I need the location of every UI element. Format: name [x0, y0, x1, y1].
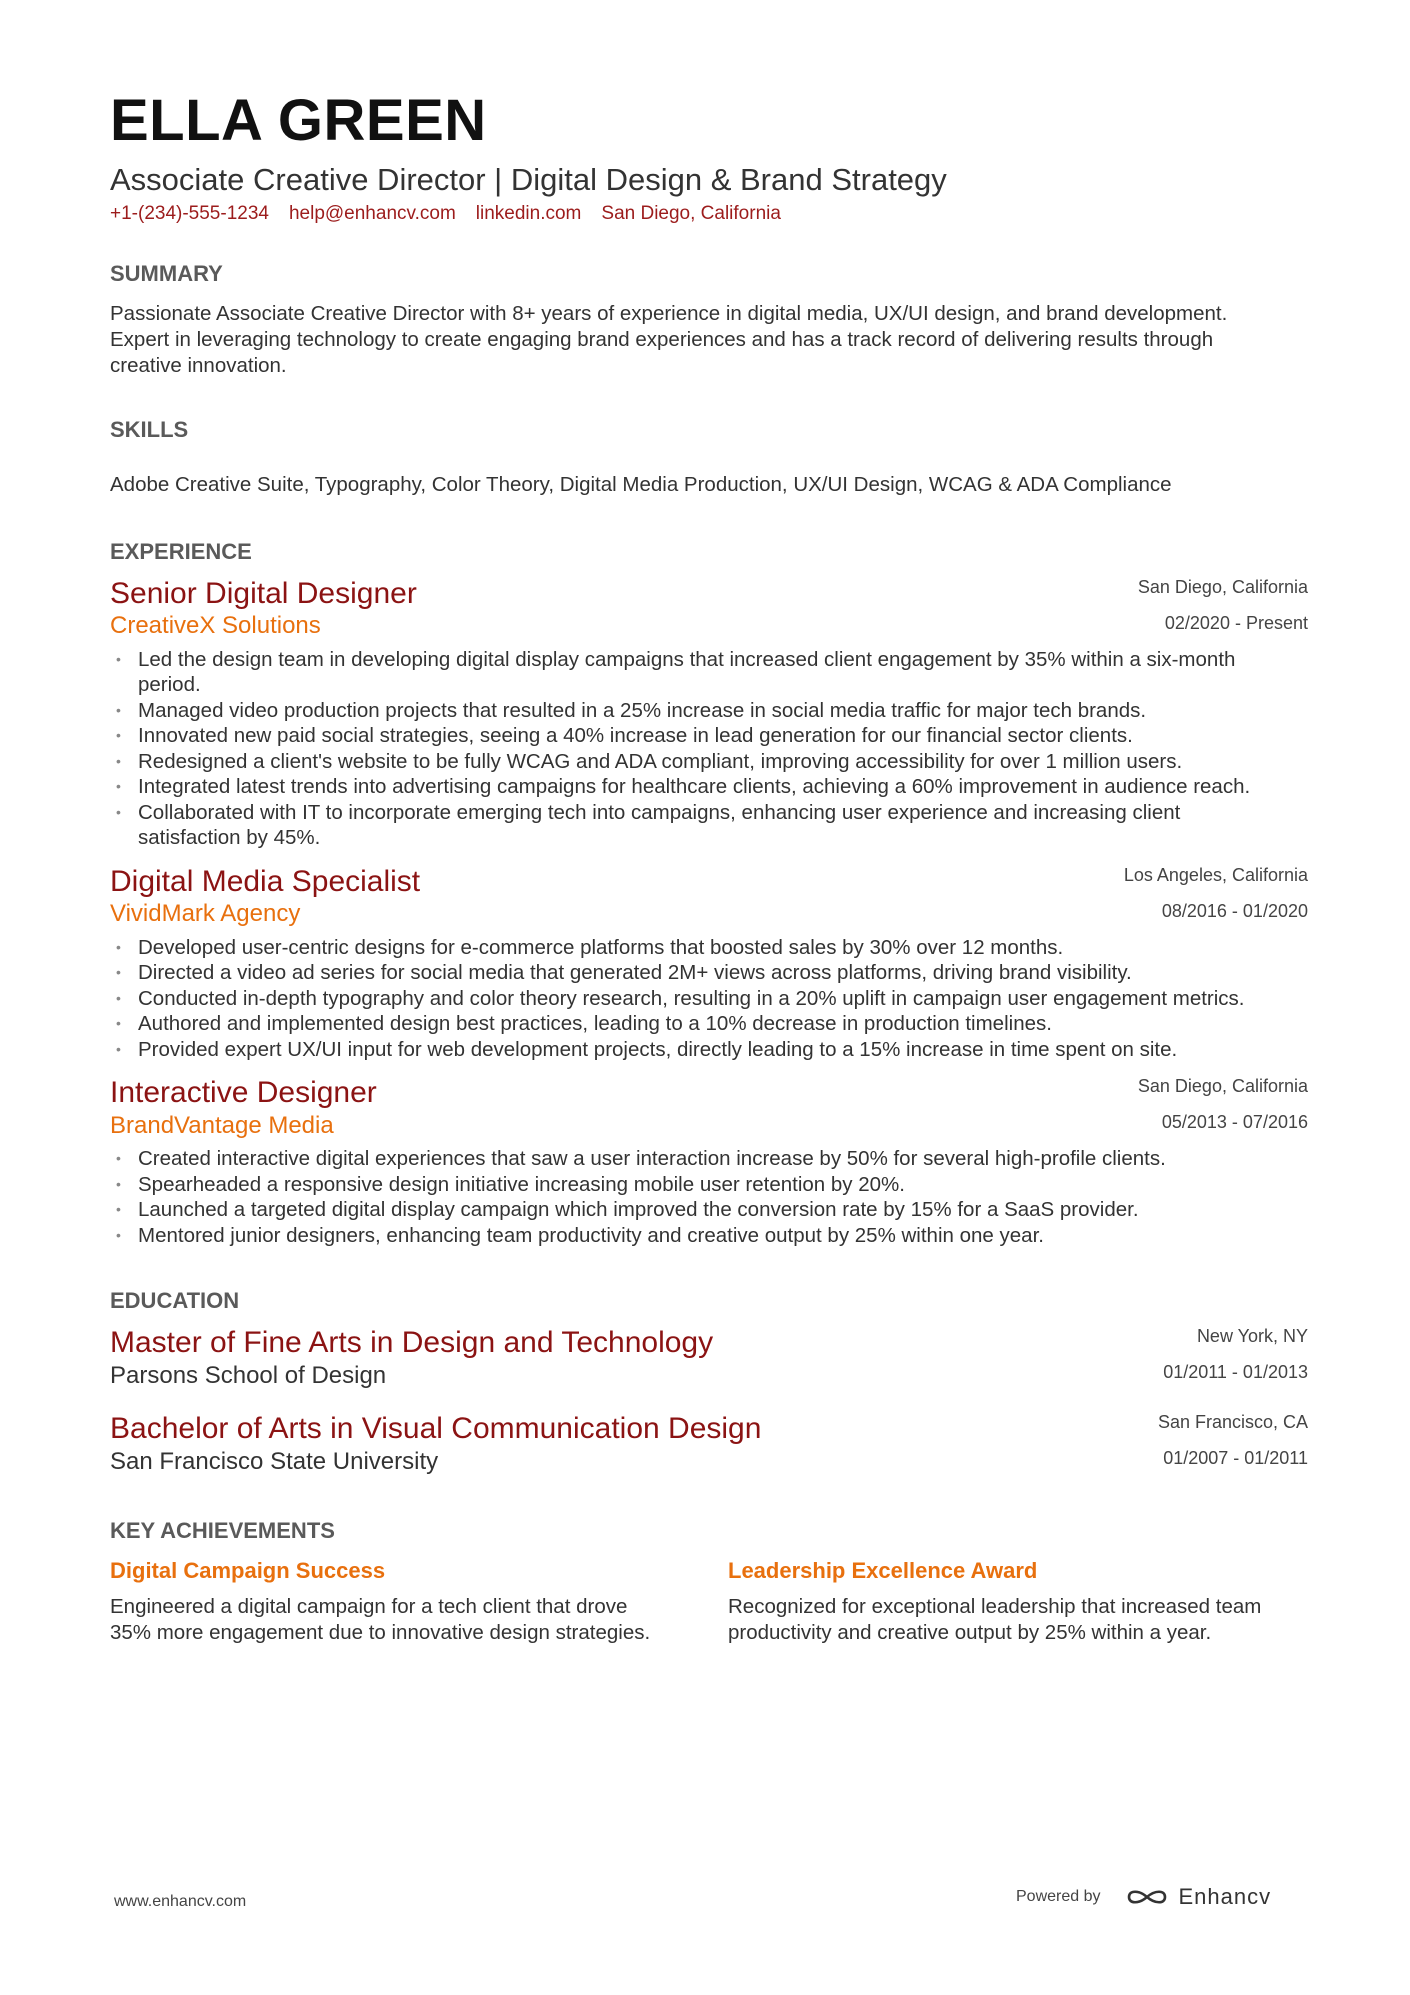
job-bullets — [110, 935, 1308, 1063]
job-entry — [110, 865, 1308, 1063]
list-item: • Integrated latest trends into advertising campaigns for healthcare clients, achieving a 60% improvement in audience reach. — [110, 774, 1268, 800]
education-entry — [110, 1326, 1308, 1390]
candidate-title: Associate Creative Director | Digital Design & Brand Strategy — [110, 162, 947, 197]
achievement-title: Digital Campaign Success — [110, 1558, 386, 1584]
job-role: Digital Media Specialist — [110, 864, 421, 898]
brand-logo[interactable] — [1125, 1884, 1272, 1910]
job-location: San Diego, California — [1137, 576, 1308, 597]
job-company: BrandVantage Media — [110, 1111, 334, 1139]
job-bullets — [110, 647, 1308, 851]
list-item: • Collaborated with IT to incorporate emerging tech into campaigns, enhancing user experience and increasing client satisfaction by 45%. — [110, 800, 1268, 851]
job-bullets — [110, 1146, 1308, 1248]
list-item: • Created interactive digital experiences that saw a user interaction increase by 50% for several high-profile clients. — [110, 1146, 1268, 1172]
job-company: VividMark Agency — [110, 900, 301, 928]
skills-text: Adobe Creative Suite, Typography, Color Theory, Digital Media Production, UX/UI Design, WCAG & ADA Compliance — [110, 472, 1172, 496]
experience-section — [110, 539, 1308, 1249]
education-location: San Francisco, CA — [1157, 1412, 1308, 1433]
degree-title: Bachelor of Arts in Visual Communication Design — [110, 1412, 762, 1446]
section-heading: EDUCATION — [110, 1288, 240, 1314]
education-location: New York, NY — [1196, 1326, 1308, 1347]
list-item: • Authored and implemented design best practices, leading to a 10% decrease in production timelines. — [110, 1011, 1268, 1037]
skills-section — [110, 417, 1308, 497]
list-item: • Directed a video ad series for social media that generated 2M+ views across platforms, driving brand visibility. — [110, 960, 1268, 986]
education-section — [110, 1288, 1308, 1476]
linkedin-link[interactable]: linkedin.com — [475, 202, 582, 224]
enhancv-logo-icon — [1125, 1885, 1169, 1909]
job-role: Senior Digital Designer — [110, 576, 417, 610]
job-dates: 02/2020 - Present — [1164, 612, 1308, 633]
section-heading: KEY ACHIEVEMENTS — [110, 1518, 335, 1544]
powered-by-text: Powered by — [1016, 1888, 1101, 1905]
section-heading: SUMMARY — [110, 260, 223, 286]
education-entry — [110, 1412, 1308, 1476]
job-location: Los Angeles, California — [1123, 864, 1308, 885]
list-item: • Innovated new paid social strategies, seeing a 40% increase in lead generation for our financial sector clients. — [110, 723, 1268, 749]
job-entry — [110, 577, 1308, 851]
job-dates: 08/2016 - 01/2020 — [1161, 900, 1308, 921]
section-heading: SKILLS — [110, 416, 189, 442]
location-text: San Diego, California — [601, 202, 781, 224]
list-item: • Provided expert UX/UI input for web development projects, directly leading to a 15% increase in time spent on site. — [110, 1037, 1268, 1063]
email-link[interactable]: help@enhancv.com — [288, 202, 456, 224]
list-item: • Conducted in-depth typography and color theory research, resulting in a 20% uplift in campaign user engagement metrics. — [110, 986, 1268, 1012]
job-entry — [110, 1076, 1308, 1248]
degree-title: Master of Fine Arts in Design and Technology — [110, 1326, 714, 1360]
list-item: • Launched a targeted digital display campaign which improved the conversion rate by 15% for a SaaS provider. — [110, 1197, 1268, 1223]
achievement-item — [728, 1558, 1294, 1646]
job-location: San Diego, California — [1137, 1076, 1308, 1097]
summary-text: Passionate Associate Creative Director with 8+ years of experience in digital media, UX/UI design, and brand development. Expert in leveraging technology to create engaging brand experiences and has a track record of delivering results through creative innovation. — [110, 301, 1228, 377]
section-heading: EXPERIENCE — [110, 538, 252, 564]
resume-page — [110, 88, 1308, 1646]
contact-info — [110, 203, 1308, 225]
school-name: Parsons School of Design — [110, 1361, 387, 1389]
phone-link[interactable]: +1-(234)-555-1234 — [110, 202, 269, 224]
education-dates: 01/2011 - 01/2013 — [1163, 1362, 1308, 1383]
job-company: CreativeX Solutions — [110, 612, 321, 640]
achievement-text: Recognized for exceptional leadership that increased team productivity and creative output by 25% within a year. — [728, 1595, 1262, 1645]
list-item: • Spearheaded a responsive design initiative increasing mobile user retention by 20%. — [110, 1172, 1268, 1198]
school-name: San Francisco State University — [110, 1447, 439, 1475]
list-item: • Led the design team in developing digital display campaigns that increased client engagement by 35% within a six-month period. — [110, 647, 1268, 698]
achievement-item — [110, 1558, 676, 1646]
education-dates: 01/2007 - 01/2011 — [1163, 1448, 1308, 1469]
summary-section — [110, 261, 1308, 379]
job-role: Interactive Designer — [110, 1076, 377, 1110]
list-item: • Managed video production projects that resulted in a 25% increase in social media traffic for major tech brands. — [110, 698, 1268, 724]
achievement-title: Leadership Excellence Award — [728, 1558, 1038, 1584]
footer-website[interactable]: www.enhancv.com — [114, 1893, 247, 1910]
brand-name: Enhancv — [1178, 1884, 1272, 1909]
list-item: • Redesigned a client's website to be fully WCAG and ADA compliant, improving accessibility for over 1 million users. — [110, 749, 1268, 775]
candidate-name: ELLA GREEN — [110, 88, 487, 153]
footer-branding — [1016, 1884, 1271, 1910]
list-item: • Developed user-centric designs for e-commerce platforms that boosted sales by 30% over 12 months. — [110, 935, 1268, 961]
achievements-section — [110, 1518, 1308, 1646]
list-item: • Mentored junior designers, enhancing team productivity and creative output by 25% within one year. — [110, 1223, 1268, 1249]
achievement-text: Engineered a digital campaign for a tech client that drove 35% more engagement due to innovative design strategies. — [110, 1595, 651, 1645]
job-dates: 05/2013 - 07/2016 — [1161, 1112, 1308, 1133]
